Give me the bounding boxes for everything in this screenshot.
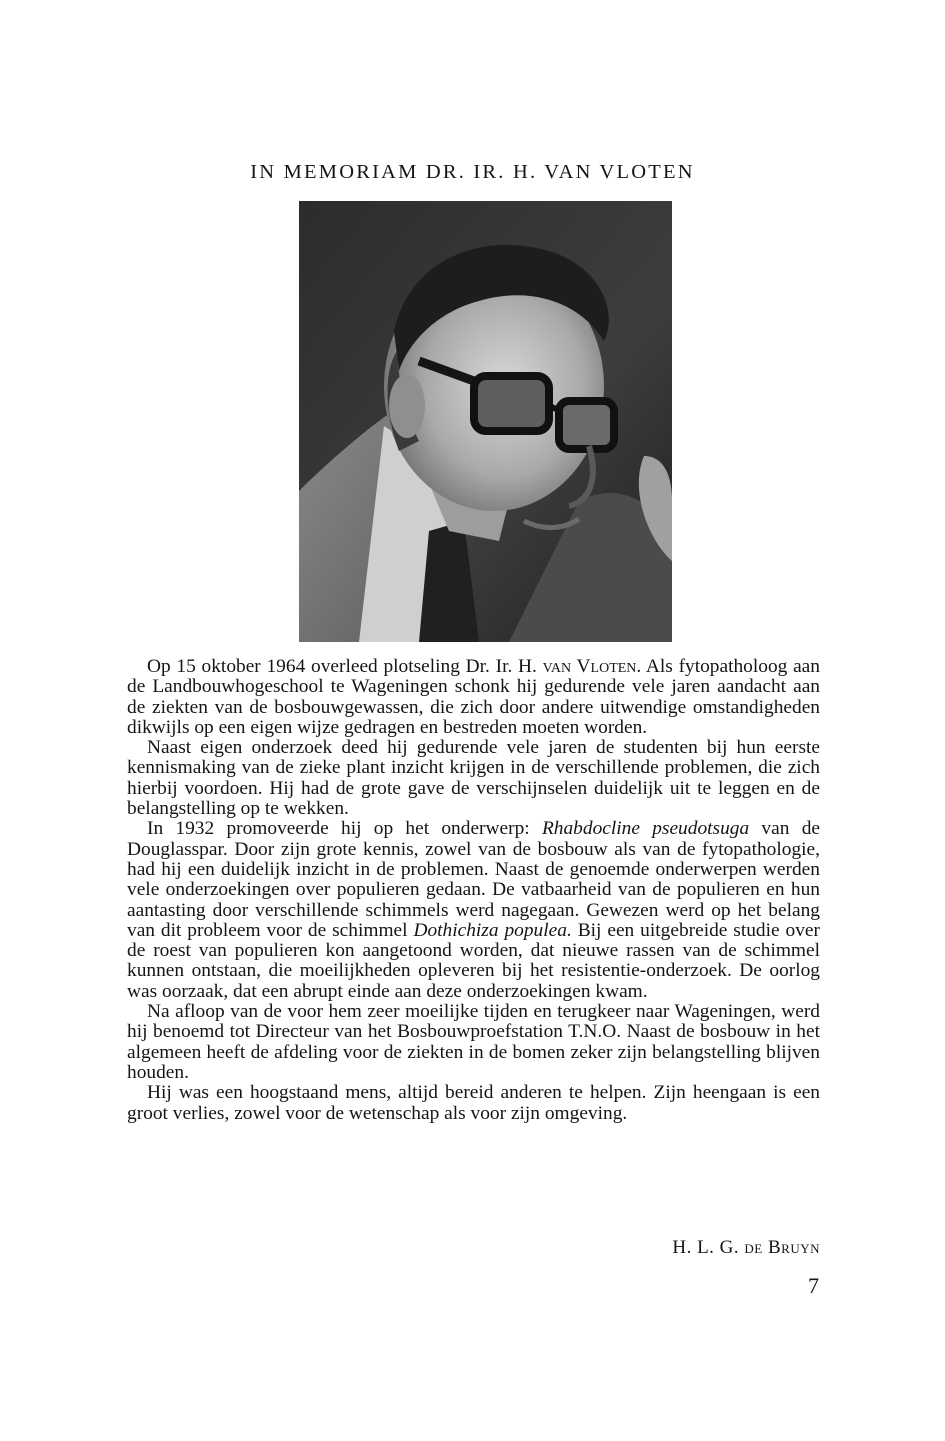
paragraph-3-start: In 1932 promoveerde hij op het onderwerp: — [147, 818, 542, 840]
paragraph-1 — [127, 657, 820, 738]
portrait-photo-drawing — [299, 201, 672, 642]
paragraph-3-middle: van de Douglasspar. Door zijn grote kennis, zowel van de bosbouw als van de fytopathologie, had hij een duidelijk inzicht in de problemen. Naast de genoemde onderwerpen werden vele onderzoekingen over populieren gedaan. De vatbaarheid van de populieren en hun aantasting door verschillende schimmels werd nagegaan. Gewezen werd op het belang van dit probleem voor de schimmel — [127, 818, 821, 941]
page-title: IN MEMORIAM DR. IR. H. VAN VLOTEN — [250, 160, 695, 183]
paragraph-2: Naast eigen onderzoek deed hij gedurende vele jaren de studenten bij hun eerste kennismaking van de zieke plant inzicht krijgen in de verschillende problemen, die zich hierbij voordoen. Hij had de grote gave de verschijnselen duidelijk uit te leggen en de belangstelling op te wekken. — [127, 737, 820, 820]
paragraph-3 — [127, 819, 820, 1002]
paragraph-5: Hij was een hoogstaand mens, altijd bereid anderen te helpen. Zijn heengaan is een groot verlies, zowel voor de wetenschap als voor zijn omgeving. — [127, 1082, 820, 1124]
species-name-rhabdocline: Rhabdocline pseudotsuga — [541, 818, 750, 840]
memorial-text — [127, 657, 820, 1124]
author-surname: de Bruyn — [744, 1237, 820, 1258]
portrait-photo — [299, 201, 672, 642]
deceased-name: van Vloten — [542, 656, 637, 677]
author-initials: H. L. G. — [672, 1237, 745, 1258]
paragraph-3-end: Bij een uitgebreide studie over de roest van populieren kon aangetoond worden, dat nieuwe rassen van de schimmel kunnen ontstaan, die moeilijkheden opleveren bij het resistentie-onderzoek. De oorlog was oorzaak, dat een abrupt einde aan deze onderzoekingen kwam. — [127, 919, 820, 1002]
paragraph-1-start: Op 15 oktober 1964 overleed plotseling Dr. Ir. H. — [147, 656, 543, 677]
species-name-dothichiza: Dothichiza populea. — [413, 919, 572, 941]
author-signature — [672, 1237, 820, 1259]
paragraph-4: Na afloop van de voor hem zeer moeilijke tijden en terugkeer naar Wageningen, werd hij benoemd tot Directeur van het Bosbouwproefstation T.N.O. Naast de bosbouw in het algemeen heeft de afdeling voor de ziekten in de bomen zeker zijn belangstelling blijven houden. — [127, 1001, 820, 1083]
paragraph-1-rest: . Als fytopatholoog aan de Landbouwhogeschool te Wageningen schonk hij gedurende vele jaren aandacht aan de ziekten van de bosbouwgewassen, die zich door andere uitwendige omstandigheden dikwijls op een eigen wijze gedragen en bestreden moeten worden. — [127, 656, 820, 738]
page-number: 7 — [808, 1273, 819, 1298]
